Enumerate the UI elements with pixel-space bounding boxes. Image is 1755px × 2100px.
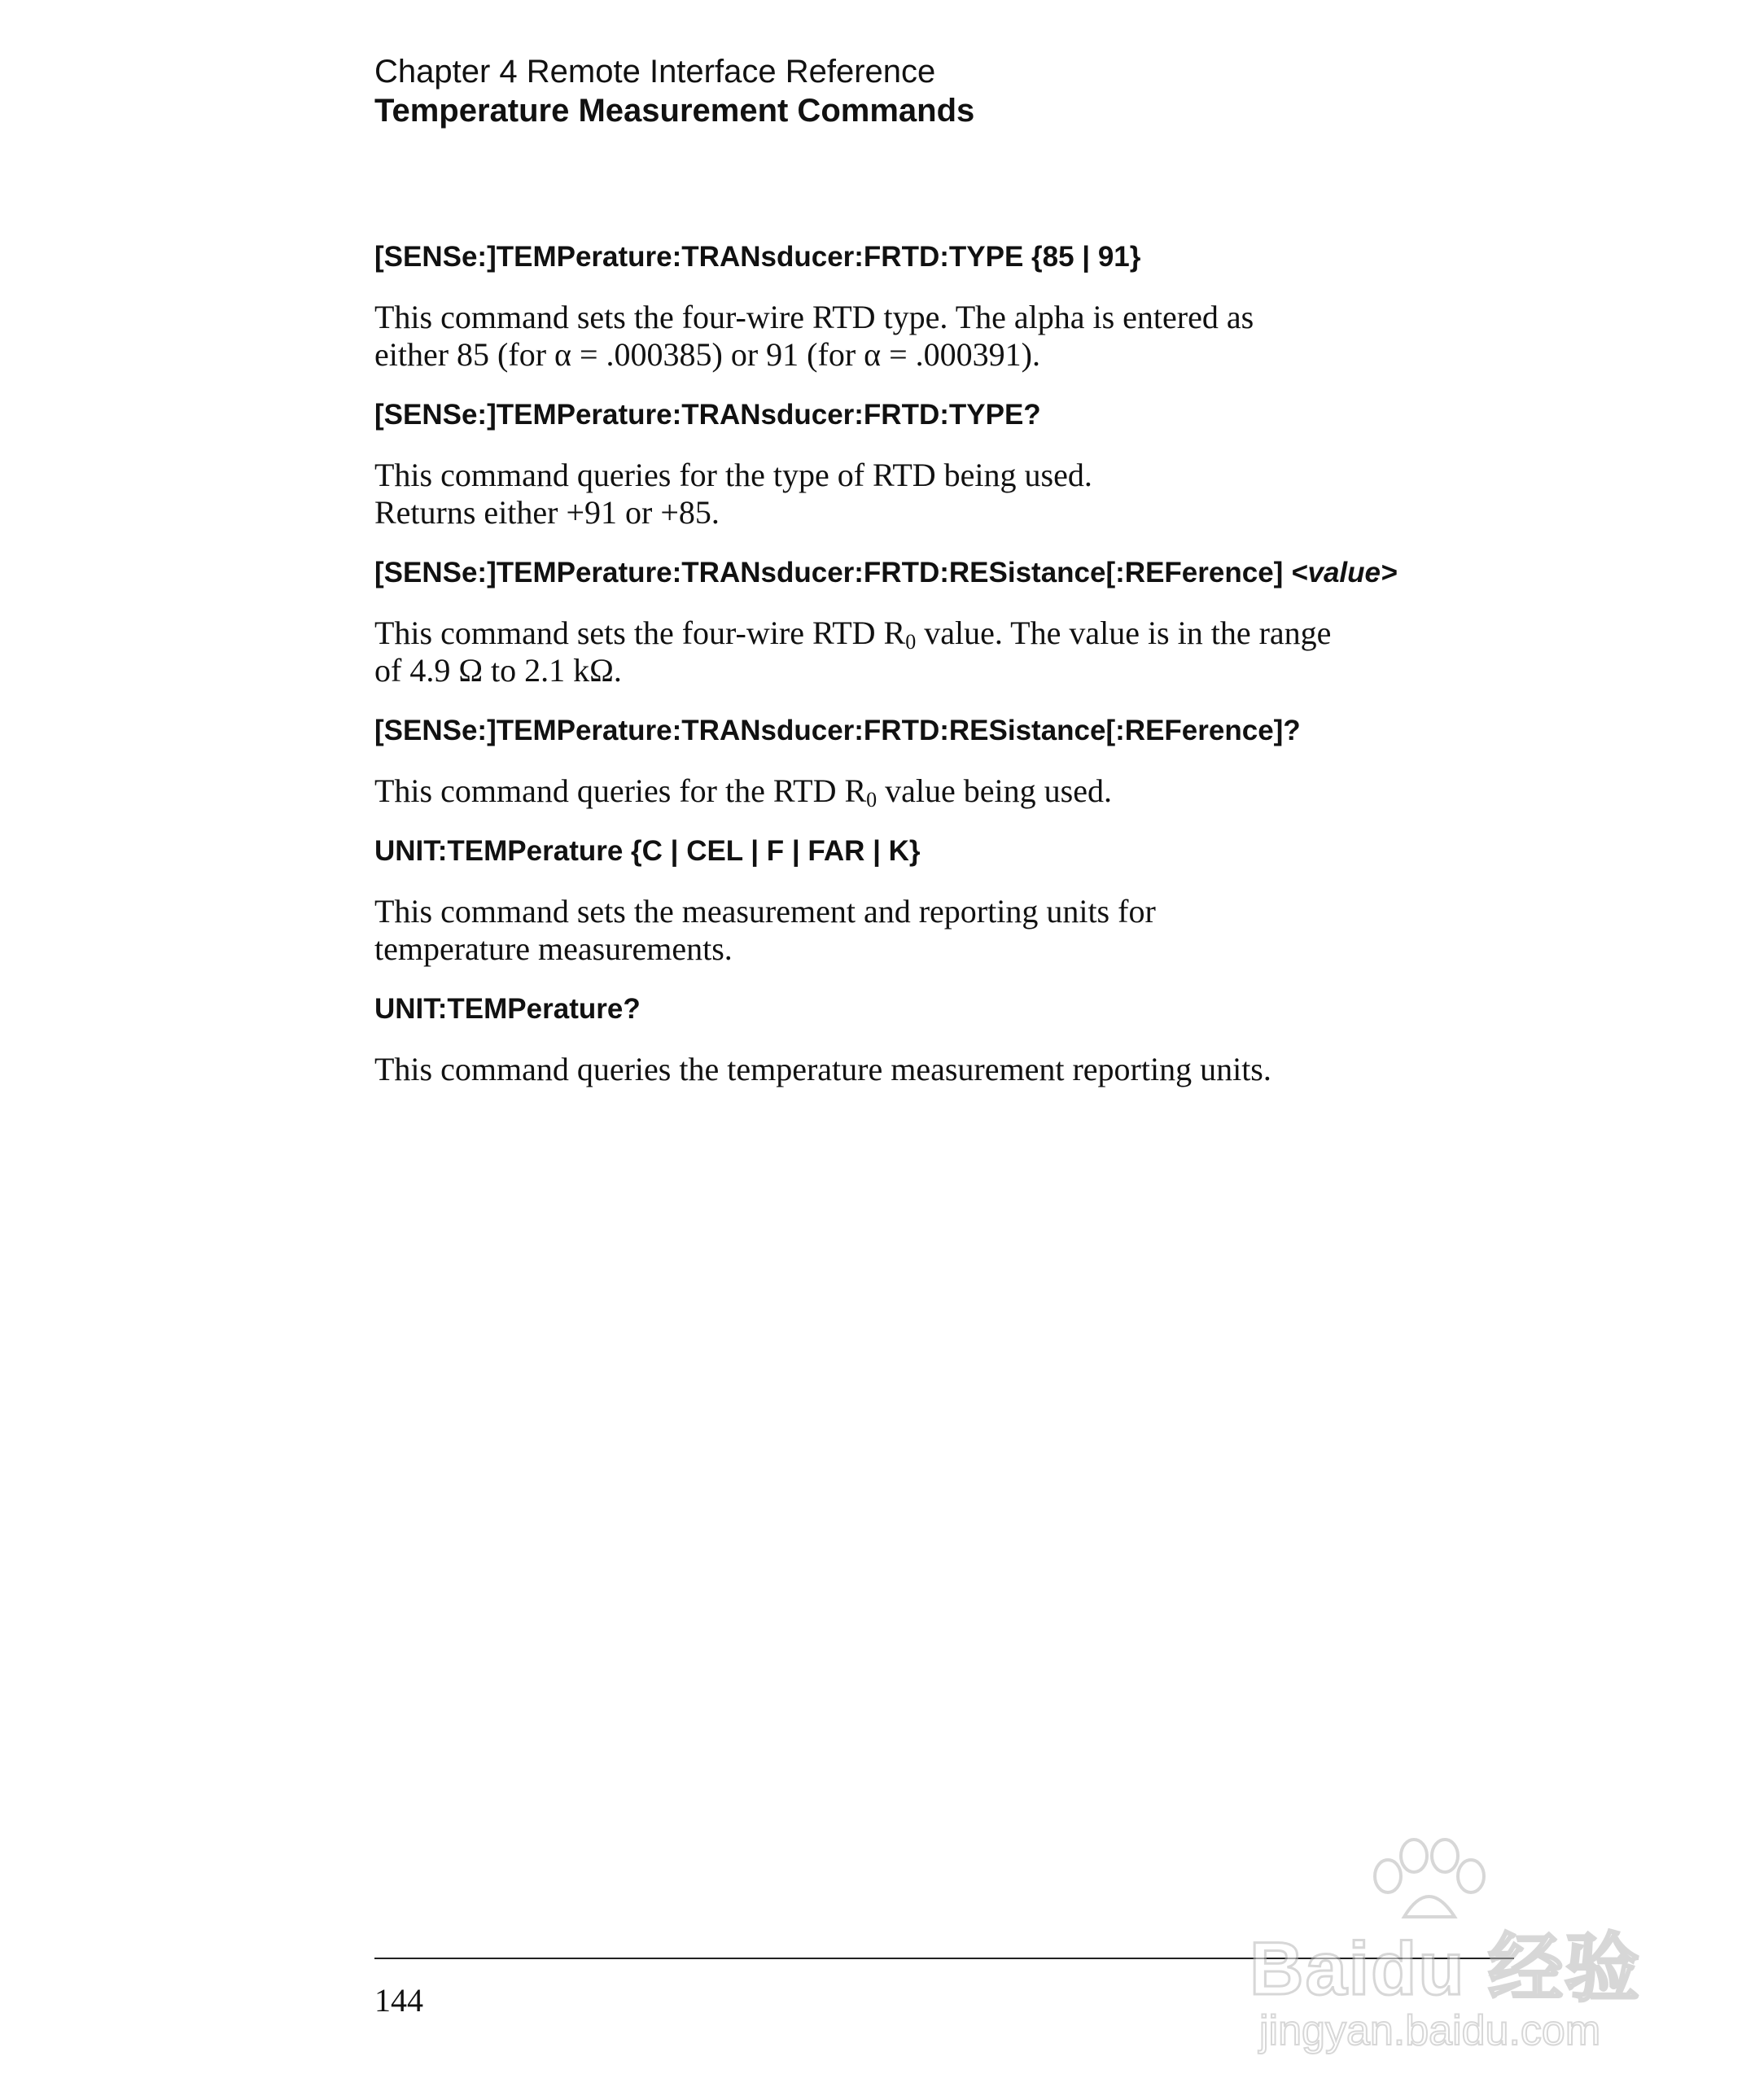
description-line: This command queries the temperature measurement reporting units. [374,1051,1271,1087]
description-line: This command queries for the type of RTD being used. [374,457,1092,493]
running-head [374,52,974,130]
command-description-frtd-type [374,299,1514,374]
page-number: 144 [374,1982,423,2019]
description-line: This command sets the measurement and reporting units for [374,893,1156,930]
syntax-parameter: <value> [1291,557,1398,588]
command-description-unit-temperature-query [374,1051,1514,1088]
syntax-text: [SENSe:]TEMPerature:TRANsducer:FRTD:RESistance[:REFerence] [374,557,1292,588]
command-syntax-unit-temperature-query: UNIT:TEMPerature? [374,993,641,1025]
description-line: temperature measurements. [374,930,733,967]
watermark-url: jingyan.baidu.com [1259,2007,1601,2054]
chapter-title: Chapter 4 Remote Interface Reference [374,54,936,90]
section-title: Temperature Measurement Commands [374,93,975,129]
command-description-frtd-resistance-query [374,772,1514,810]
description-line: of 4.9 Ω to 2.1 kΩ. [374,652,622,689]
description-text: value being used. [877,772,1112,809]
command-syntax-frtd-resistance [374,556,1514,590]
command-list [374,240,1514,1113]
command-description-unit-temperature [374,893,1514,968]
description-line: Returns either +91 or +85. [374,494,720,531]
description-text: This command queries for the RTD R [374,772,867,809]
description-text: value. The value is in the range [916,615,1332,651]
subscript: 0 [905,630,917,654]
command-syntax-unit-temperature: UNIT:TEMPerature {C | CEL | F | FAR | K} [374,835,921,867]
command-syntax-frtd-resistance-query: [SENSe:]TEMPerature:TRANsducer:FRTD:RESistance[:REFerence]? [374,715,1301,746]
description-line: This command sets the four-wire RTD type. The alpha is entered as [374,299,1254,335]
baidu-watermark [1250,1835,1677,2063]
description-text: This command sets the four-wire RTD R [374,615,906,651]
command-syntax-frtd-type: [SENSe:]TEMPerature:TRANsducer:FRTD:TYPE {85 | 91} [374,241,1141,273]
description-line: either 85 (for α = .000385) or 91 (for α = .000391). [374,336,1040,373]
command-syntax-frtd-type-query: [SENSe:]TEMPerature:TRANsducer:FRTD:TYPE? [374,399,1041,431]
subscript: 0 [866,788,878,812]
command-description-frtd-type-query [374,457,1514,532]
command-description-frtd-resistance [374,615,1514,689]
watermark-logo-text: Baidu 经验 [1250,1927,1642,2010]
